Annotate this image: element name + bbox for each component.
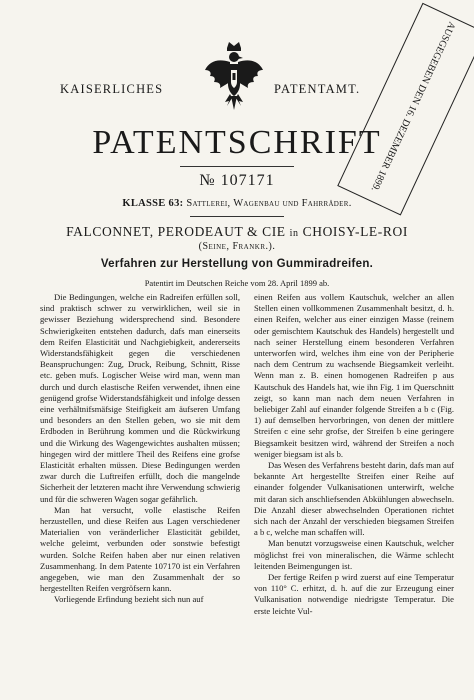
applicant-region: (Seine, Frankr.). bbox=[198, 241, 276, 252]
class-divider bbox=[190, 216, 284, 217]
office-name-right: PATENTAMT. bbox=[274, 82, 361, 96]
paragraph: einen Reifen aus vollem Kautschuk, welcher an allen Stellen einen vollkommenen Zusammenhalt besitzt, d. h. einen Reifen, welcher aus einer einzigen Masse (reinem oder gemischtem Kautschuk des Handels) hergestellt und nach seiner Herstellung einem besonderen Verfahren unterworfen wird, welches ihm eine von der Peripherie nach dem Centrum zu wachsende Biegsamkeit verleiht. Wenn man z. B. einen homogenen Radreifen p aus Kautschuk des Handels hat, wie ihn Fig. 1 im Querschnitt zeigt, so kann man nach dem neuen Verfahren in beliebiger Zahl auf einander folgende Streifen a b c (Fig. 1) auf demselben hervorbringen, von denen der mittlere Streifen c eine sehr grofse, der Streifen b eine geringere Biegsamkeit besitzen wird, während der Streifen a noch weniger biegsam ist als b. bbox=[254, 292, 454, 459]
paragraph: Man hat versucht, volle elastische Reifen herzustellen, und diese Reifen aus Lagen verschiedener Materialien von veränderlicher Elasticität gebildet, welche geleimt, verbunden oder sonstwie befestigt wurden. Solche Reifen haben aber nur einen relativen Zusammenhang. In dem Patente 107170 ist ein Verfahren angegeben, wie man den Zusammenhalt der so hergestellten Reifen vergröfsern kann. bbox=[40, 504, 240, 594]
paragraph: Der fertige Reifen p wird zuerst auf eine Temperatur von 110° C. erhitzt, d. h. auf die zur Erzeugung einer Vulkanisation notwendige niedrigste Temperatur. Die erste leichte Vul- bbox=[254, 572, 454, 616]
applicant-names: FALCONNET, PERODEAUT & CIE bbox=[66, 224, 286, 239]
applicant-line bbox=[0, 224, 474, 240]
patent-class bbox=[0, 198, 474, 209]
text-column-left bbox=[40, 292, 240, 606]
paragraph: Die Bedingungen, welche ein Radreifen erfüllen soll, sind praktisch schwer zu verwirklichen, weil sie in gewisser Beziehung widersprechend sind. Besondere Schwierigkeiten entstehen dadurch, dafs man einerseits dem Reifen Elasticität und Nachgiebigkeit, andererseits Widerstandsfähigkeit gegen die verschiedenen Beanspruchungen: Zug, Druck, Reibung, Schnitt, Risse etc. geben mufs. Logischer Weise wird man, wenn man durch und durch elastische Reifen verwendet, ihnen eine genügend grofse Widerstandsfähigkeit und infolge dessen eine verhältnifsmäfsige Steifigkeit am äufseren Umfang und besonders an den Stellen geben, wo sie mit dem Erdboden in Berührung kommen und die Rückwirkung und die Wirkung des Wagengewichtes aushalten müssen; hingegen wird der mittlere Theil des Reifens eine grofse Elasticität erhalten müssen. Diese Bedingungen werden zwar durch die Luftreifen erfüllt, doch die mangelnde Sicherheit der letzteren macht ihre Verwendung schwierig und für die schweren Wagen sogar gefährlich. bbox=[40, 292, 240, 504]
paragraph: Man benutzt vorzugsweise einen Kautschuk, welcher möglichst frei von mineralischen, die Wärme schlecht leitenden Beimengungen ist. bbox=[254, 538, 454, 571]
paragraph: Das Wesen des Verfahrens besteht darin, dafs man auf bekannte Art hergestellte Streifen einer Reihe auf einander folgender Vulkanisationen unterwirft, welche mit daran sich anschliefsenden Abkühlungen abwechseln. Die Anzahl dieser abwechselnden Operationen richtet sich nach der Anzahl der verschieden biegsamen Streifen a b c, welche man schaffen will. bbox=[254, 460, 454, 538]
patent-date: Patentirt im Deutschen Reiche vom 28. April 1899 ab. bbox=[144, 278, 330, 288]
document-title: PATENTSCHRIFT bbox=[92, 124, 382, 161]
applicant-place: CHOISY-LE-ROI bbox=[302, 224, 408, 239]
applicant-in: in bbox=[289, 228, 299, 239]
office-name-left: KAISERLICHES bbox=[60, 82, 164, 96]
class-description: Sattlerei, Wagenbau und Fahrräder. bbox=[186, 198, 352, 209]
imperial-eagle-icon bbox=[203, 40, 265, 120]
patent-number: № 107171 bbox=[199, 172, 275, 189]
stamp-text: AUSGEGEBEN DEN 16. DEZEMBER 1899. bbox=[368, 19, 458, 193]
class-label: KLASSE 63: bbox=[122, 198, 184, 209]
paragraph: Vorliegende Erfindung bezieht sich nun auf bbox=[54, 594, 204, 605]
invention-title: Verfahren zur Herstellung von Gummiradreifen. bbox=[100, 258, 374, 270]
text-column-right bbox=[254, 292, 454, 617]
title-divider bbox=[180, 166, 294, 167]
